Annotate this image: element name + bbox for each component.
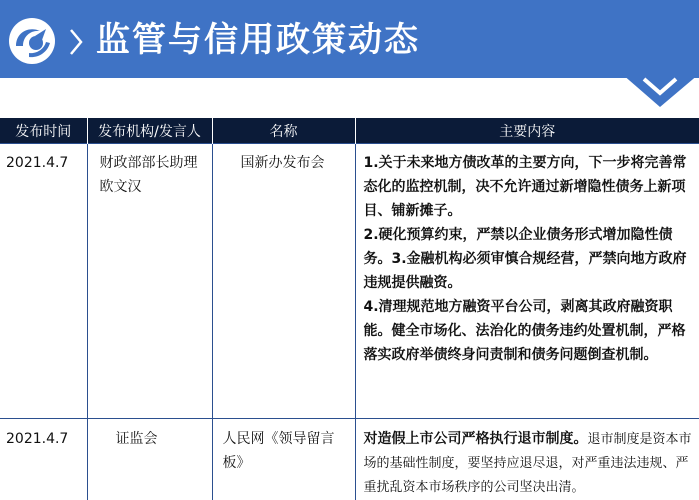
content-point-3: 4.清理规范地方融资平台公司，剥离其政府融资职能。健全市场化、法治化的债务违约处置机制，严格落实政府举债终身问责制和债务问题倒查机制。 [364, 295, 694, 367]
chevron-right-icon [68, 28, 84, 56]
cell-date: 2021.4.7 [0, 419, 87, 500]
double-chevron-down-icon [622, 73, 699, 109]
content-detail: 退市制度是资本市场的基础性制度，要坚持应退尽退，对严重违法违规、严重扰乱资本市场秩序的公司坚决出清。 [364, 432, 692, 495]
table-row [0, 419, 699, 500]
content-lead: 对造假上市公司严格执行退市制度。 [364, 431, 588, 447]
cell-content [355, 419, 699, 500]
cell-publisher: 证监会 [87, 419, 212, 500]
cell-publisher: 财政部部长助理欧文汉 [87, 144, 212, 419]
header-publish-date: 发布时间 [0, 118, 87, 144]
circular-swoosh-logo-icon [7, 16, 57, 66]
header-name: 名称 [212, 118, 355, 144]
page-title: 监管与信用政策动态 [96, 20, 420, 60]
policy-table [0, 118, 699, 500]
cell-name: 人民网《领导留言板》 [212, 419, 355, 500]
table-header-row [0, 118, 699, 144]
header-main-content: 主要内容 [355, 118, 699, 144]
content-point-2: 2.硬化预算约束，严禁以企业债务形式增加隐性债务。3.金融机构必须审慎合规经营，严禁向地方政府违规提供融资。 [364, 223, 694, 295]
table-row [0, 144, 699, 419]
cell-date: 2021.4.7 [0, 144, 87, 419]
header-banner [0, 0, 699, 78]
content-point-1: 1.关于未来地方债改革的主要方向，下一步将完善常态化的监控机制，决不允许通过新增隐性债务上新项目、铺新摊子。 [364, 151, 694, 223]
header-publisher: 发布机构/发言人 [87, 118, 212, 144]
cell-content [355, 144, 699, 419]
cell-name: 国新办发布会 [212, 144, 355, 419]
